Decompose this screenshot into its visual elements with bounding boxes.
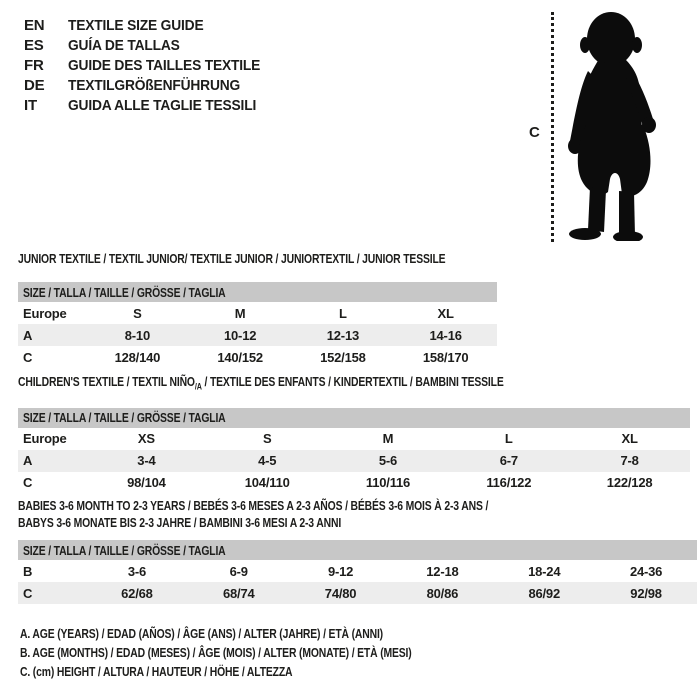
size-value: 6-7 — [448, 450, 569, 472]
language-list — [24, 15, 277, 115]
size-value: 24-36 — [629, 563, 663, 579]
size-value: 3-6 — [127, 563, 147, 579]
size-table — [18, 282, 497, 368]
language-label: TEXTILE SIZE GUIDE — [68, 16, 204, 34]
section-title-line: BABYS 3-6 MONATE BIS 2-3 JAHRE / BAMBINI 3-6 MESI A 2-3 ANNI — [18, 515, 342, 530]
size-header-label: SIZE / TALLA / TAILLE / GRÖSSE / TAGLIA — [23, 284, 226, 300]
row-label: C — [23, 349, 33, 365]
size-header-bar — [18, 408, 690, 428]
section-title-line: CHILDREN'S TEXTILE / TEXTIL $NIÑO_{/A}$ / TEXTILE DES ENFANTS / KINDERTEXTIL / BAMBINI TESSILE — [18, 374, 504, 392]
size-value: 98/104 — [127, 475, 166, 491]
size-value: 68/74 — [188, 582, 290, 604]
language-code: DE — [24, 76, 45, 94]
row-label: A — [18, 324, 86, 346]
footnotes — [20, 626, 510, 683]
size-value: 18-24 — [528, 563, 561, 579]
language-row — [24, 55, 277, 75]
footnote: C. (cm) HEIGHT / ALTURA / HAUTEUR / HÖHE / ALTEZZA — [20, 664, 293, 679]
size-table-head — [18, 282, 497, 302]
language-row — [24, 15, 277, 35]
row-label: C — [18, 582, 86, 604]
language-row — [24, 35, 277, 55]
footnote: B. AGE (MONTHS) / EDAD (MESES) / ÂGE (MOIS) / ALTER (MONATE) / ETÀ (MESI) — [20, 645, 412, 660]
size-row-b — [18, 560, 697, 582]
language-code: ES — [24, 36, 44, 54]
size-row-a — [18, 324, 497, 346]
language-code: FR — [24, 56, 44, 74]
size-row-a — [18, 450, 690, 472]
row-label: B — [23, 563, 33, 579]
language-label: GUÍA DE TALLAS — [68, 36, 180, 54]
size-value: 8-10 — [86, 324, 189, 346]
language-label: TEXTILGRÖßENFÜHRUNG — [68, 76, 241, 94]
height-measure-dotted-line — [551, 12, 554, 242]
section-title — [18, 497, 697, 531]
size-value: S — [262, 431, 272, 447]
size-value: 6-9 — [229, 563, 248, 579]
footnote: A. AGE (YEARS) / EDAD (AÑOS) / ÂGE (ANS) / ALTER (JAHRE) / ETÀ (ANNI) — [20, 626, 383, 641]
size-header-row — [18, 408, 690, 428]
language-code: EN — [24, 16, 45, 34]
size-table-head — [18, 408, 690, 428]
size-value: 3-4 — [86, 450, 207, 472]
size-header-label: SIZE / TALLA / TAILLE / GRÖSSE / TAGLIA — [23, 542, 226, 558]
size-header-label: SIZE / TALLA / TAILLE / GRÖSSE / TAGLIA — [23, 410, 226, 426]
size-value: 10-12 — [189, 324, 292, 346]
size-value: 110/116 — [365, 475, 411, 491]
size-value: XL — [437, 305, 454, 321]
size-value: 122/128 — [606, 475, 653, 491]
size-value: 4-5 — [207, 450, 328, 472]
size-row-europe — [18, 302, 497, 324]
size-value: 140/152 — [217, 349, 263, 365]
language-label: GUIDE DES TAILLES TEXTILE — [68, 56, 261, 74]
section-title — [18, 373, 690, 396]
size-value: S — [133, 305, 142, 321]
size-value: 92/98 — [595, 582, 697, 604]
size-value: 80/86 — [391, 582, 493, 604]
size-value: 5-6 — [328, 450, 449, 472]
section-title-line: BABIES 3-6 MONTH TO 2-3 YEARS / BEBÉS 3-6 MESES A 2-3 AÑOS / BÉBÉS 3-6 MOIS À 2-3 ANS / — [18, 498, 489, 513]
size-row-europe — [18, 428, 690, 450]
language-row — [24, 95, 277, 115]
babies-textile-section — [18, 497, 697, 604]
size-value: 9-12 — [327, 563, 354, 579]
row-label: C — [23, 475, 33, 491]
junior-textile-section — [18, 250, 497, 368]
size-value: 74/80 — [290, 582, 392, 604]
size-table — [18, 540, 697, 604]
size-header-row — [18, 540, 697, 560]
size-value: M — [234, 305, 246, 321]
height-measure-label: C — [529, 124, 540, 141]
childrens-textile-section — [18, 373, 690, 494]
size-table — [18, 408, 690, 494]
section-title — [18, 250, 497, 267]
row-label: Europe — [23, 431, 67, 447]
size-value: M — [382, 431, 394, 447]
toddler-silhouette-icon — [557, 9, 667, 241]
row-label: Europe — [23, 305, 67, 321]
size-header-bar — [18, 540, 697, 560]
section-title-line: JUNIOR TEXTILE / TEXTIL JUNIOR/ TEXTILE JUNIOR / JUNIORTEXTIL / JUNIOR TESSILE — [18, 251, 446, 266]
size-value: 14-16 — [394, 324, 497, 346]
row-label: A — [18, 450, 86, 472]
size-row-c — [18, 582, 697, 604]
size-value: 62/68 — [86, 582, 188, 604]
size-header-bar — [18, 282, 497, 302]
size-header-row — [18, 282, 497, 302]
size-value: 12-18 — [426, 563, 459, 579]
size-value: L — [504, 431, 513, 447]
language-code: IT — [24, 96, 37, 114]
size-value: L — [339, 305, 347, 321]
size-value: 152/158 — [320, 349, 366, 365]
size-value: 158/170 — [422, 349, 469, 365]
size-value: 86/92 — [493, 582, 595, 604]
size-value: 7-8 — [569, 450, 690, 472]
size-value: 128/140 — [114, 349, 161, 365]
size-row-c — [18, 472, 690, 494]
size-value: XS — [137, 431, 155, 447]
size-row-c — [18, 346, 497, 368]
language-row — [24, 75, 277, 95]
size-value: 104/110 — [244, 475, 290, 491]
size-value: XL — [621, 431, 638, 447]
language-label: GUIDA ALLE TAGLIE TESSILI — [68, 96, 257, 114]
size-table-head — [18, 540, 697, 560]
size-value: 116/122 — [486, 475, 532, 491]
size-value: 12-13 — [292, 324, 395, 346]
